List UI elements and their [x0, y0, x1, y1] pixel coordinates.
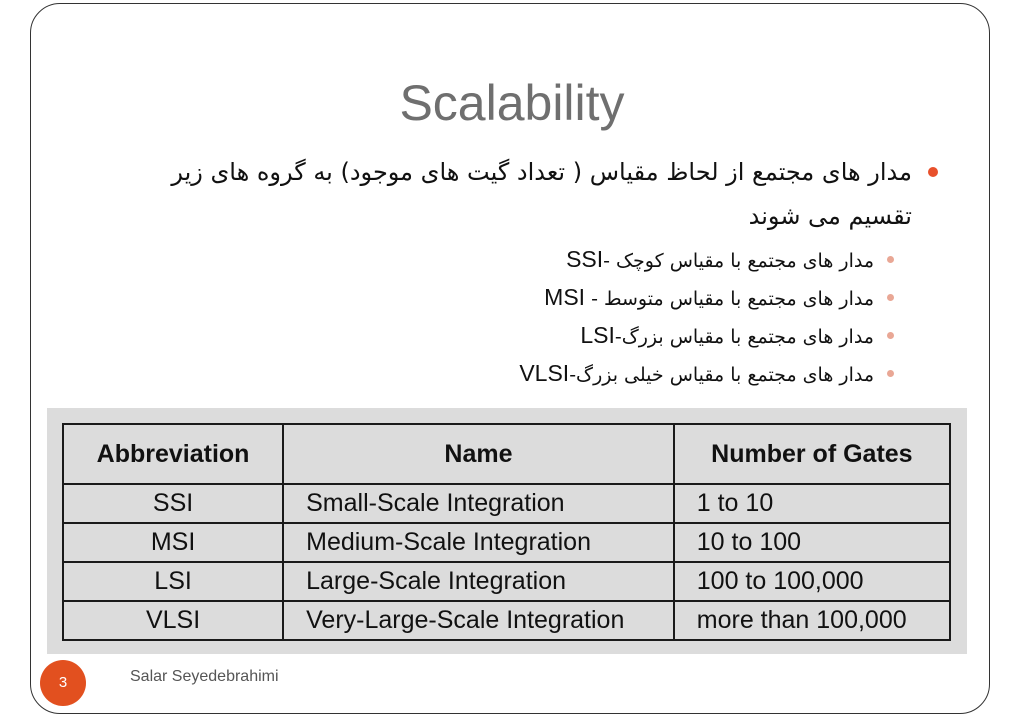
sub-bullet-dot-icon	[887, 256, 894, 263]
main-bullet	[122, 150, 912, 238]
sub-bullet-list	[274, 240, 874, 392]
cell-gates: 100 to 100,000	[674, 562, 950, 601]
table-row	[63, 601, 950, 640]
table-header-row	[63, 424, 950, 484]
sub-bullet-text: مدار های مجتمع با مقیاس خیلی بزرگ-	[569, 364, 874, 386]
bullet-dot-icon	[928, 167, 938, 177]
cell-name: Medium-Scale Integration	[283, 523, 674, 562]
cell-abbreviation: MSI	[63, 523, 283, 562]
footer-author: Salar Seyedebrahimi	[130, 668, 279, 685]
list-item	[274, 354, 874, 392]
cell-abbreviation: LSI	[63, 562, 283, 601]
sub-bullet-text: مدار های مجتمع با مقیاس کوچک -	[603, 250, 874, 272]
cell-gates: 10 to 100	[674, 523, 950, 562]
list-item	[274, 278, 874, 316]
table-image-frame	[47, 408, 967, 654]
table-row	[63, 562, 950, 601]
header-name: Name	[283, 424, 674, 484]
list-item	[274, 316, 874, 354]
cell-name: Large-Scale Integration	[283, 562, 674, 601]
header-number-of-gates: Number of Gates	[674, 424, 950, 484]
sub-bullet-dot-icon	[887, 370, 894, 377]
table-row	[63, 484, 950, 523]
cell-abbreviation: SSI	[63, 484, 283, 523]
slide-title: Scalability	[399, 75, 625, 131]
cell-gates: 1 to 10	[674, 484, 950, 523]
cell-abbreviation: VLSI	[63, 601, 283, 640]
header-abbreviation: Abbreviation	[63, 424, 283, 484]
table-row	[63, 523, 950, 562]
sub-bullet-abbr: MSI	[544, 284, 586, 310]
scale-table	[62, 423, 951, 641]
sub-bullet-abbr: LSI	[580, 322, 615, 348]
main-bullet-text: مدار های مجتمع از لحاظ مقیاس ( تعداد گیت های موجود) به گروه های زیر تقسیم می شوند	[171, 158, 912, 230]
cell-name: Small-Scale Integration	[283, 484, 674, 523]
sub-bullet-abbr: SSI	[566, 246, 604, 272]
sub-bullet-text: مدار های مجتمع با مقیاس بزرگ-	[614, 326, 874, 348]
sub-bullet-abbr: VLSI	[519, 360, 570, 386]
list-item	[274, 240, 874, 278]
sub-bullet-dot-icon	[887, 294, 894, 301]
sub-bullet-dot-icon	[887, 332, 894, 339]
sub-bullet-text: مدار های مجتمع با مقیاس متوسط -	[585, 288, 874, 310]
cell-name: Very-Large-Scale Integration	[283, 601, 674, 640]
cell-gates: more than 100,000	[674, 601, 950, 640]
page-number-badge: 3	[40, 660, 86, 706]
